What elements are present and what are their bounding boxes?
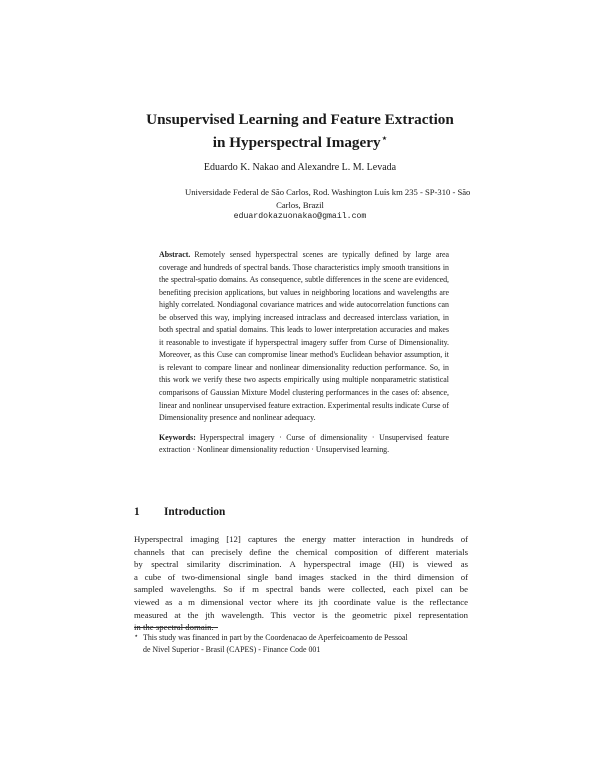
abstract-text: Remotely sensed hyperspectral scenes are typically defined by large area coverage and hundreds of spectral bands. Those characteristics imply smooth transitions in the spectral-spatio domains. As consequence, subtle differences in the scene are evidenced, benefiting precision applications, but values in neighboring locations and wavelengths are highly correlated. Nondiagonal covariance matrices and wide autocorrelation functions can be observed this way, implying increased intraclass and decreased interclass variation, in both spectral and spatial domains. This leads to lower interpretation accuracies and makes it reasonable to investigate if hyperspectral imagery suffer from Curse of Dimensionality. Moreover, as this Cuse can compromise linear method's Euclidean behavior assumption, it is relevant to compare linear and nonlinear dimensionality reduction performance. So, in this work we verify these two aspects empirically using multiple nonparametric statistical comparisons of Gaussian Mixture Model clustering performances in the cases of: absence, linear and nonlinear unsupervised feature extraction. Experimental results indicate Curse of Dimensionality presence and nonlinear adequacy. bbox=[159, 250, 449, 423]
footnote-mark: ⋆ bbox=[134, 632, 139, 640]
keywords-paragraph bbox=[159, 432, 449, 457]
section-heading bbox=[134, 506, 474, 518]
footnote-line-2: de Nivel Superior - Brasil (CAPES) - Finance Code 001 bbox=[143, 645, 321, 654]
section-title: Introduction bbox=[164, 506, 226, 518]
body-line: channels that can precisely define the chemical composition of different materials bbox=[134, 546, 468, 557]
body-line: in the spectral domain. bbox=[134, 622, 214, 633]
introduction-paragraph bbox=[134, 533, 468, 634]
keywords-label: Keywords: bbox=[159, 432, 196, 442]
footnote-line-1: ⋆ This study was financed in part by the Coordenacao de Aperfeicoamento de Pessoal bbox=[134, 632, 408, 642]
body-line: viewed as a m dimensional vector where its jth coordinate value is the reflectance bbox=[134, 596, 468, 607]
author-email: eduardokazuonakao@gmail.com bbox=[233, 212, 367, 221]
body-line: by spectral similarity discrimination. A hyperspectral image (HI) is viewed as bbox=[134, 559, 468, 570]
body-line: measured at the jth wavelength. This vector is the geometric pixel representation bbox=[134, 609, 468, 620]
abstract-paragraph bbox=[159, 249, 449, 425]
footnote bbox=[134, 630, 468, 656]
body-line: Hyperspectral imaging [12] captures the energy matter interaction in hundreds of bbox=[134, 534, 468, 544]
affiliation bbox=[185, 186, 471, 224]
title-footnote-mark: ⋆ bbox=[381, 133, 388, 143]
keywords-text: Hyperspectral imagery · Curse of dimensionality · Unsupervised feature extraction · Nonlinear dimensionality reduction · Unsupervised learning. bbox=[159, 432, 449, 455]
author-list: Eduardo K. Nakao and Alexandre L. M. Levada bbox=[203, 162, 397, 173]
abstract-label: Abstract. bbox=[159, 250, 191, 259]
footnote-rule bbox=[134, 627, 218, 628]
body-line: a cube of two-dimensional single band images stacked in the third dimension of bbox=[134, 571, 468, 582]
introduction-text bbox=[134, 533, 468, 634]
section-number: 1 bbox=[134, 506, 140, 518]
abstract-block bbox=[159, 249, 449, 457]
affiliation-line-1: Universidade Federal de São Carlos, Rod. Washington Luís km 235 - SP-310 - São bbox=[185, 187, 471, 197]
paper-title bbox=[0, 110, 600, 152]
title-line-2: in Hyperspectral Imagery⋆ bbox=[212, 133, 388, 151]
title-line-1: Unsupervised Learning and Feature Extraction bbox=[146, 111, 454, 128]
affiliation-line-2: Carlos, Brazil bbox=[276, 199, 324, 210]
body-line: sampled wavelengths. So if m spectral bands were collected, each pixel can be bbox=[134, 584, 468, 595]
